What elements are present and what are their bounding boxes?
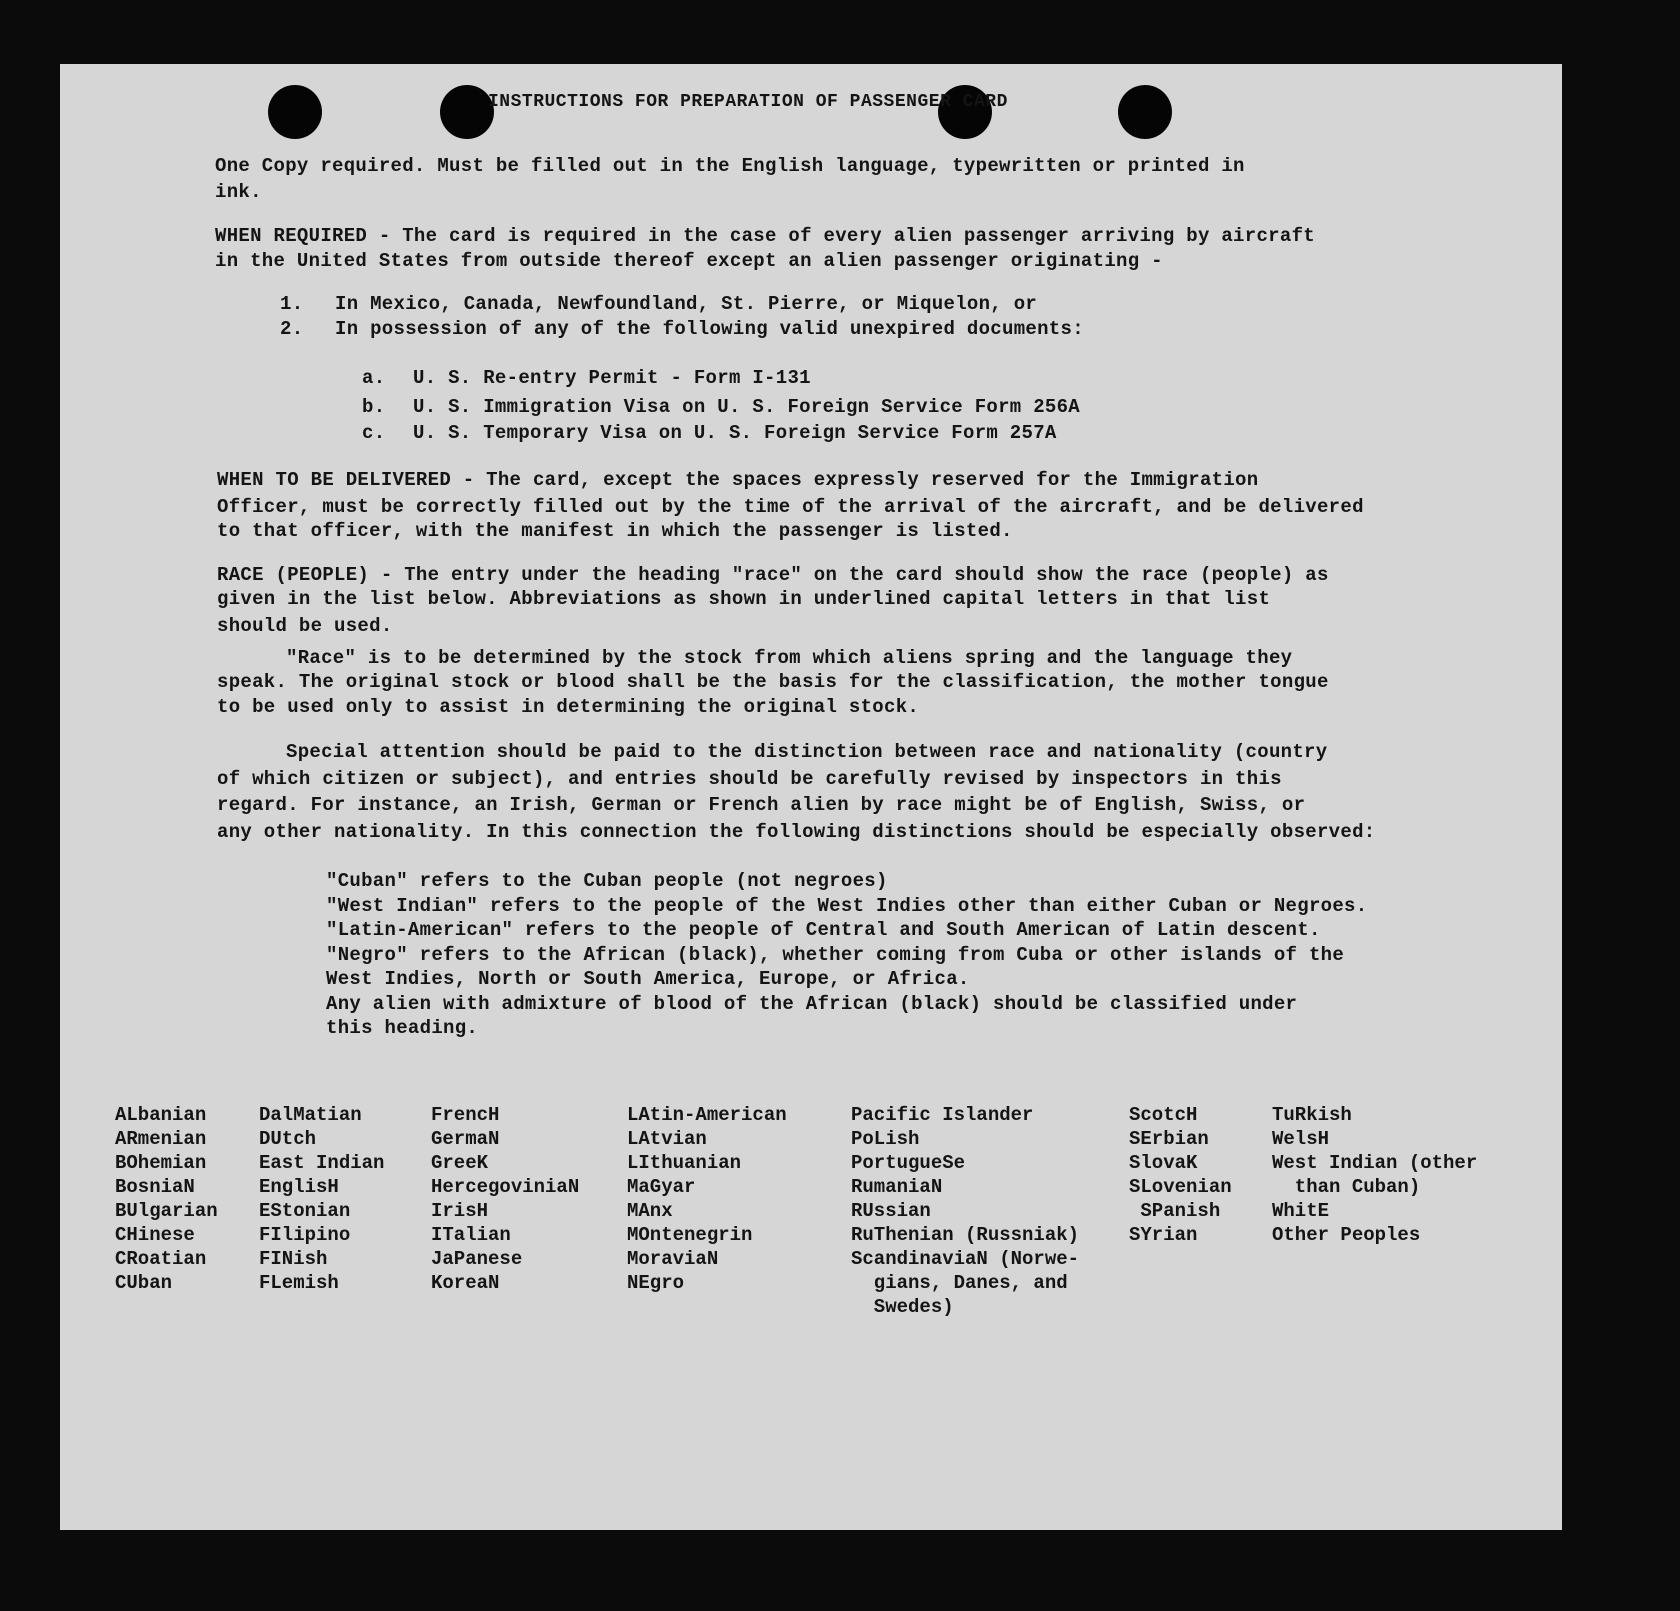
race-entry: LAtvian bbox=[627, 1128, 707, 1150]
race-list-column bbox=[115, 1103, 218, 1295]
race-entry: PoLish bbox=[851, 1128, 920, 1150]
race-entry: PortugueSe bbox=[851, 1152, 966, 1174]
punch-hole bbox=[268, 85, 322, 139]
document-text: U. S. Immigration Visa on U. S. Foreign Service Form 256A bbox=[413, 396, 1081, 418]
race-entry: West Indian (other bbox=[1272, 1152, 1478, 1174]
race-list-column bbox=[259, 1103, 384, 1295]
race-entry: Other Peoples bbox=[1272, 1224, 1421, 1246]
race-entry: SLovenian bbox=[1129, 1176, 1232, 1198]
race-entry: SPanish bbox=[1129, 1200, 1221, 1222]
intro-line: One Copy required. Must be filled out in the English language, typewritten or printed in bbox=[215, 155, 1245, 177]
race-entry: East Indian bbox=[259, 1152, 385, 1174]
when-required-line: in the United States from outside thereof except an alien passenger originating - bbox=[215, 250, 1163, 272]
race-line: RACE (PEOPLE) - The entry under the heading "race" on the card should show the race (people) as bbox=[217, 564, 1329, 586]
race-entry: TuRkish bbox=[1272, 1104, 1352, 1126]
race-entry: EStonian bbox=[259, 1200, 351, 1222]
race-list-column bbox=[851, 1103, 1079, 1319]
race-entry: NEgro bbox=[627, 1272, 685, 1294]
race-entry: CUban bbox=[115, 1272, 173, 1294]
race-entry: DUtch bbox=[259, 1128, 317, 1150]
race-entry: SErbian bbox=[1129, 1128, 1209, 1150]
document-letter: b. bbox=[362, 396, 386, 418]
item-number: 1. bbox=[280, 293, 304, 315]
race-entry: WhitE bbox=[1272, 1200, 1330, 1222]
distinction-line: "West Indian" refers to the people of the West Indies other than either Cuban or Negroes. bbox=[326, 895, 1368, 917]
punch-hole bbox=[440, 85, 494, 139]
race-line: should be used. bbox=[217, 615, 393, 637]
race-entry: MAnx bbox=[627, 1200, 673, 1222]
race-entry: BUlgarian bbox=[115, 1200, 218, 1222]
special-attention-line: Special attention should be paid to the distinction between race and nationality (country bbox=[286, 741, 1328, 763]
when-delivered-line: WHEN TO BE DELIVERED - The card, except the spaces expressly reserved for the Immigration bbox=[217, 469, 1259, 491]
race-entry: FrencH bbox=[431, 1104, 500, 1126]
race-entry: Pacific Islander bbox=[851, 1104, 1034, 1126]
race-entry: Swedes) bbox=[851, 1296, 954, 1318]
page-title: INSTRUCTIONS FOR PREPARATION OF PASSENGER CARD bbox=[488, 92, 1008, 112]
distinction-line: West Indies, North or South America, Europe, or Africa. bbox=[326, 968, 970, 990]
document-text: U. S. Temporary Visa on U. S. Foreign Service Form 257A bbox=[413, 422, 1057, 444]
race-entry: IrisH bbox=[431, 1200, 489, 1222]
race-entry: FINish bbox=[259, 1248, 328, 1270]
race-entry: BOhemian bbox=[115, 1152, 207, 1174]
race-entry: gians, Danes, and bbox=[851, 1272, 1068, 1294]
race-entry: DalMatian bbox=[259, 1104, 362, 1126]
distinction-line: "Negro" refers to the African (black), whether coming from Cuba or other islands of the bbox=[326, 944, 1345, 966]
race-entry: BosniaN bbox=[115, 1176, 195, 1198]
race-list-column bbox=[1272, 1103, 1477, 1247]
race-entry: HercegoviniaN bbox=[431, 1176, 580, 1198]
race-entry: KoreaN bbox=[431, 1272, 500, 1294]
distinction-line: this heading. bbox=[326, 1017, 479, 1039]
race-entry: GermaN bbox=[431, 1128, 500, 1150]
race-entry: ScotcH bbox=[1129, 1104, 1198, 1126]
race-entry: GreeK bbox=[431, 1152, 489, 1174]
item-text: In Mexico, Canada, Newfoundland, St. Pierre, or Miquelon, or bbox=[335, 293, 1038, 315]
race-entry: RuThenian (Russniak) bbox=[851, 1224, 1080, 1246]
document-letter: a. bbox=[362, 367, 386, 389]
when-delivered-line: to that officer, with the manifest in which the passenger is listed. bbox=[217, 520, 1013, 542]
distinction-line: "Cuban" refers to the Cuban people (not negroes) bbox=[326, 870, 888, 892]
document-text: U. S. Re-entry Permit - Form I-131 bbox=[413, 367, 811, 389]
special-attention-line: of which citizen or subject), and entries should be carefully revised by inspectors in this bbox=[217, 768, 1282, 790]
race-list-column bbox=[431, 1103, 579, 1295]
race-entry: CRoatian bbox=[115, 1248, 207, 1270]
race-entry: ScandinaviaN (Norwe- bbox=[851, 1248, 1080, 1270]
item-number: 2. bbox=[280, 318, 304, 340]
when-required-line: WHEN REQUIRED - The card is required in the case of every alien passenger arriving by aircraft bbox=[215, 225, 1315, 247]
when-delivered-line: Officer, must be correctly filled out by the time of the arrival of the aircraft, and be delivered bbox=[217, 496, 1364, 518]
race-entry: ARmenian bbox=[115, 1128, 207, 1150]
race-line: given in the list below. Abbreviations as shown in underlined capital letters in that list bbox=[217, 588, 1271, 610]
race-entry: MOntenegrin bbox=[627, 1224, 753, 1246]
race-entry: EnglisH bbox=[259, 1176, 339, 1198]
race-entry: than Cuban) bbox=[1272, 1176, 1421, 1198]
race-entry: LAtin-American bbox=[627, 1104, 787, 1126]
race-entry: CHinese bbox=[115, 1224, 195, 1246]
race-entry: RumaniaN bbox=[851, 1176, 943, 1198]
punch-hole bbox=[1118, 85, 1172, 139]
distinction-line: "Latin-American" refers to the people of Central and South American of Latin descent. bbox=[326, 919, 1321, 941]
special-attention-line: any other nationality. In this connection the following distinctions should be especially observed: bbox=[217, 821, 1376, 843]
race-entry: WelsH bbox=[1272, 1128, 1330, 1150]
item-text: In possession of any of the following valid unexpired documents: bbox=[335, 318, 1084, 340]
race-entry: LIthuanian bbox=[627, 1152, 742, 1174]
race-entry: ITalian bbox=[431, 1224, 511, 1246]
race-entry: RUssian bbox=[851, 1200, 931, 1222]
race-definition-line: to be used only to assist in determining the original stock. bbox=[217, 696, 920, 718]
race-definition-line: speak. The original stock or blood shall be the basis for the classification, the mother tongue bbox=[217, 671, 1329, 693]
race-entry: FIlipino bbox=[259, 1224, 351, 1246]
race-entry: MoraviaN bbox=[627, 1248, 719, 1270]
document-letter: c. bbox=[362, 422, 386, 444]
race-entry: ALbanian bbox=[115, 1104, 207, 1126]
race-entry: MaGyar bbox=[627, 1176, 696, 1198]
race-definition-line: "Race" is to be determined by the stock from which aliens spring and the language they bbox=[286, 647, 1293, 669]
special-attention-line: regard. For instance, an Irish, German or French alien by race might be of English, Swiss, or bbox=[217, 794, 1306, 816]
race-entry: SYrian bbox=[1129, 1224, 1198, 1246]
race-entry: FLemish bbox=[259, 1272, 339, 1294]
race-entry: SlovaK bbox=[1129, 1152, 1198, 1174]
race-entry: JaPanese bbox=[431, 1248, 523, 1270]
race-list-column bbox=[627, 1103, 787, 1295]
intro-line: ink. bbox=[215, 181, 262, 203]
distinction-line: Any alien with admixture of blood of the African (black) should be classified under bbox=[326, 993, 1298, 1015]
race-list-column bbox=[1129, 1103, 1232, 1247]
